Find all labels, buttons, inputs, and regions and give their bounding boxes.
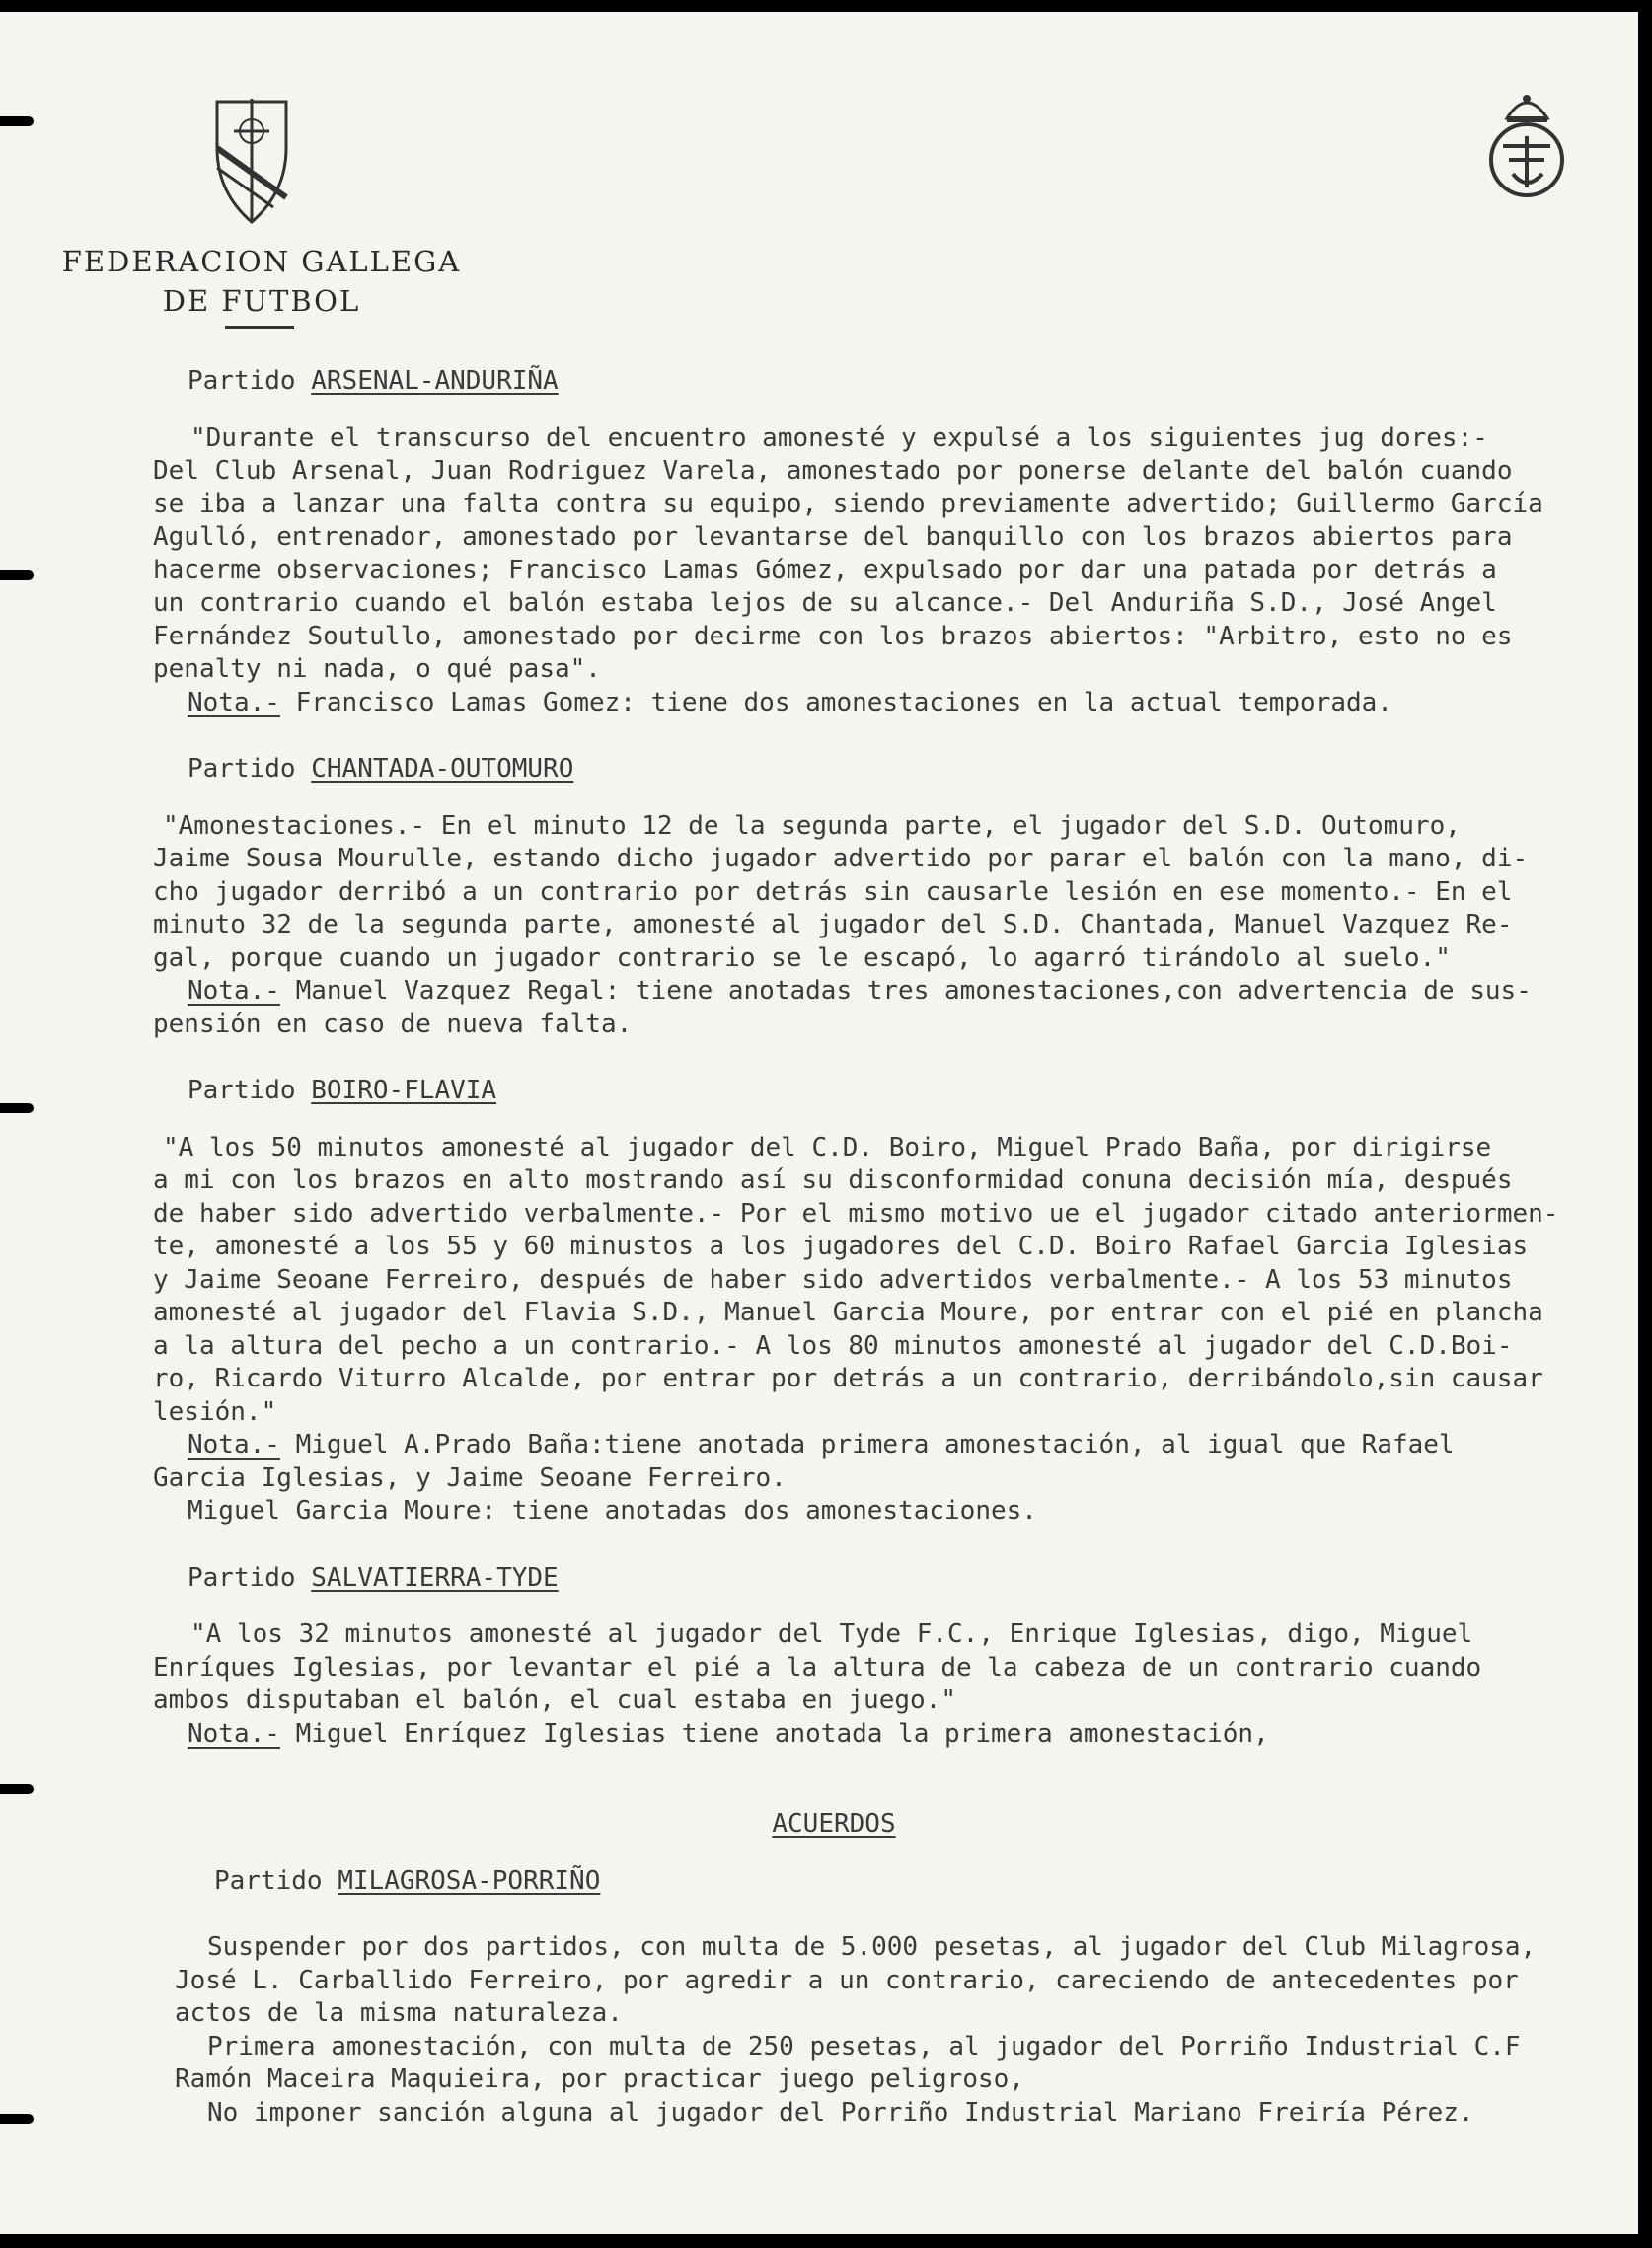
match-heading-teams: MILAGROSA-PORRIÑO [338, 1865, 601, 1896]
spanish-federation-crest-icon [1485, 89, 1569, 202]
report-line: de haber sido advertido verbalmente.- Por el mismo motivo ue el jugador citado anteriormen- [153, 1198, 1559, 1229]
match-heading [153, 753, 1643, 787]
report-line: Jaime Sousa Mourulle, estando dicho jugador advertido por parar el balón con la mano, di- [153, 844, 1529, 873]
report-line: minuto 32 de la segunda parte, amonesté al jugador del S.D. Chantada, Manuel Vazquez Re- [153, 910, 1513, 939]
match-heading-prefix: Partido [188, 1562, 296, 1593]
report-line: y Jaime Seoane Ferreiro, después de haber sido advertidos verbalmente.- A los 53 minutos [153, 1264, 1513, 1295]
match-heading-teams: SALVATIERRA-TYDE [311, 1562, 559, 1593]
report-line: amonesté al jugador del Flavia S.D., Manuel Garcia Moure, por entrar con el pié en plancha [153, 1298, 1543, 1327]
nota-line [153, 1429, 1643, 1462]
binder-hole [0, 1784, 34, 1794]
report-line: "Durante el transcurso del encuentro amonesté y expulsé a los siguientes jug dores:- [190, 422, 1488, 453]
report-line: te, amonesté a los 55 y 60 minustos a los jugadores del C.D. Boiro Rafael Garcia Iglesias [153, 1232, 1529, 1261]
nota-line [153, 1718, 1643, 1752]
nota-line: Garcia Iglesias, y Jaime Seoane Ferreiro. [153, 1462, 787, 1493]
acuerdo-line: actos de la misma naturaleza. [175, 1998, 623, 2028]
report-line: cho jugador derribó a un contrario por detrás sin causarle lesión en ese momento.- En el [153, 876, 1513, 907]
acuerdo-line: José L. Carballido Ferreiro, por agredir a un contrario, careciendo de antecedentes por [175, 1965, 1519, 1995]
document-body [153, 365, 1643, 2130]
report-line: "A los 32 minutos amonesté al jugador del Tyde F.C., Enrique Iglesias, digo, Miguel [190, 1619, 1473, 1649]
match-heading-teams: ARSENAL-ANDURIÑA [311, 366, 559, 396]
nota-text: Manuel Vazquez Regal: tiene anotadas tres amonestaciones,con advertencia de sus- [295, 976, 1532, 1006]
report-line: Enríques Iglesias, por levantar el pié a la altura de la cabeza de un contrario cuando [153, 1652, 1482, 1683]
acuerdo-line: Ramón Maceira Maquieira, por practicar juego peligroso, [175, 2064, 1024, 2094]
federation-name-line2: DE FUTBOL [162, 284, 361, 318]
nota-line [153, 975, 1643, 1009]
report-line: ro, Ricardo Viturro Alcalde, por entrar por detrás a un contrario, derribándolo,sin causar [153, 1364, 1543, 1393]
report-line: penalty ni nada, o qué pasa". [153, 654, 601, 684]
federation-crest-icon [212, 94, 291, 227]
match-heading [153, 1562, 1643, 1596]
match-heading [153, 365, 1643, 399]
binder-hole [0, 2114, 34, 2124]
nota-text: Miguel A.Prado Baña:tiene anotada primera amonestación, al igual que Rafael [295, 1430, 1455, 1460]
acuerdo-line: No imponer sanción alguna al jugador del Porriño Industrial Mariano Freiría Pérez. [207, 2097, 1474, 2128]
match-heading-teams: CHANTADA-OUTOMURO [311, 754, 574, 784]
nota-text: Miguel Enríquez Iglesias tiene anotada la primera amonestación, [295, 1718, 1269, 1749]
match-heading-prefix: Partido [214, 1865, 323, 1896]
federation-name [59, 242, 464, 321]
acuerdo-line: Suspender por dos partidos, con multa de 5.000 pesetas, al jugador del Club Milagrosa, [207, 1932, 1537, 1962]
match-heading-prefix: Partido [188, 1076, 296, 1105]
report-line: a la altura del pecho a un contrario.- A los 80 minutos amonesté al jugador del C.D.Boi- [153, 1330, 1513, 1361]
nota-line: pensión en caso de nueva falta. [153, 1009, 633, 1039]
match-heading-prefix: Partido [188, 366, 296, 396]
match-heading [153, 1865, 1643, 1899]
nota-text: Francisco Lamas Gomez: tiene dos amonestaciones en la actual temporada. [295, 687, 1392, 717]
report-line: "Amonestaciones.- En el minuto 12 de la segunda parte, el jugador del S.D. Outomuro, [163, 810, 1461, 841]
scan-border-top [0, 0, 1652, 12]
acuerdos-title: ACUERDOS [772, 1809, 896, 1838]
report-line: a mi con los brazos en alto mostrando así su disconformidad conuna decisión mía, después [153, 1165, 1513, 1195]
report-line: gal, porque cuando un jugador contrario se le escapó, lo agarró tirándolo al suelo." [153, 942, 1451, 973]
report-line: un contrario cuando el balón estaba lejos de su alcance.- Del Anduriña S.D., José Angel [153, 588, 1497, 618]
binder-hole [0, 116, 34, 126]
nota-line: Miguel Garcia Moure: tiene anotadas dos amonestaciones. [188, 1496, 1037, 1526]
report-line: Fernández Soutullo, amonestado por decirme con los brazos abiertos: "Arbitro, esto no es [153, 621, 1513, 651]
report-line: Del Club Arsenal, Juan Rodriguez Varela, amonestado por ponerse delante del balón cuando [153, 456, 1513, 486]
binder-hole [0, 570, 34, 580]
report-line: hacerme observaciones; Francisco Lamas Gómez, expulsado por dar una patada por detrás a [153, 555, 1497, 585]
report-line: ambos disputaban el balón, el cual estaba en juego." [153, 1686, 956, 1715]
acuerdo-line: Primera amonestación, con multa de 250 pesetas, al jugador del Porriño Industrial C.F [207, 2031, 1521, 2061]
match-heading-prefix: Partido [188, 754, 296, 784]
binder-hole [0, 1103, 34, 1113]
report-line: lesión." [153, 1396, 277, 1427]
nota-label: Nota.- [188, 976, 280, 1006]
nota-label: Nota.- [188, 1718, 280, 1749]
header-rule [225, 326, 294, 329]
report-line: "A los 50 minutos amonesté al jugador del C.D. Boiro, Miguel Prado Baña, por dirigirse [163, 1132, 1492, 1162]
report-line: se iba a lanzar una falta contra su equipo, siendo previamente advertido; Guillermo García [153, 488, 1543, 519]
federation-name-line1: FEDERACION GALLEGA [61, 245, 462, 278]
report-line: Agulló, entrenador, amonestado por levantarse del banquillo con los brazos abiertos para [153, 522, 1513, 552]
match-heading-teams: BOIRO-FLAVIA [311, 1076, 497, 1105]
nota-label: Nota.- [188, 687, 280, 717]
match-heading [153, 1075, 1643, 1108]
scan-border-bottom [0, 2234, 1652, 2248]
nota-line [153, 687, 1643, 720]
nota-label: Nota.- [188, 1430, 280, 1460]
